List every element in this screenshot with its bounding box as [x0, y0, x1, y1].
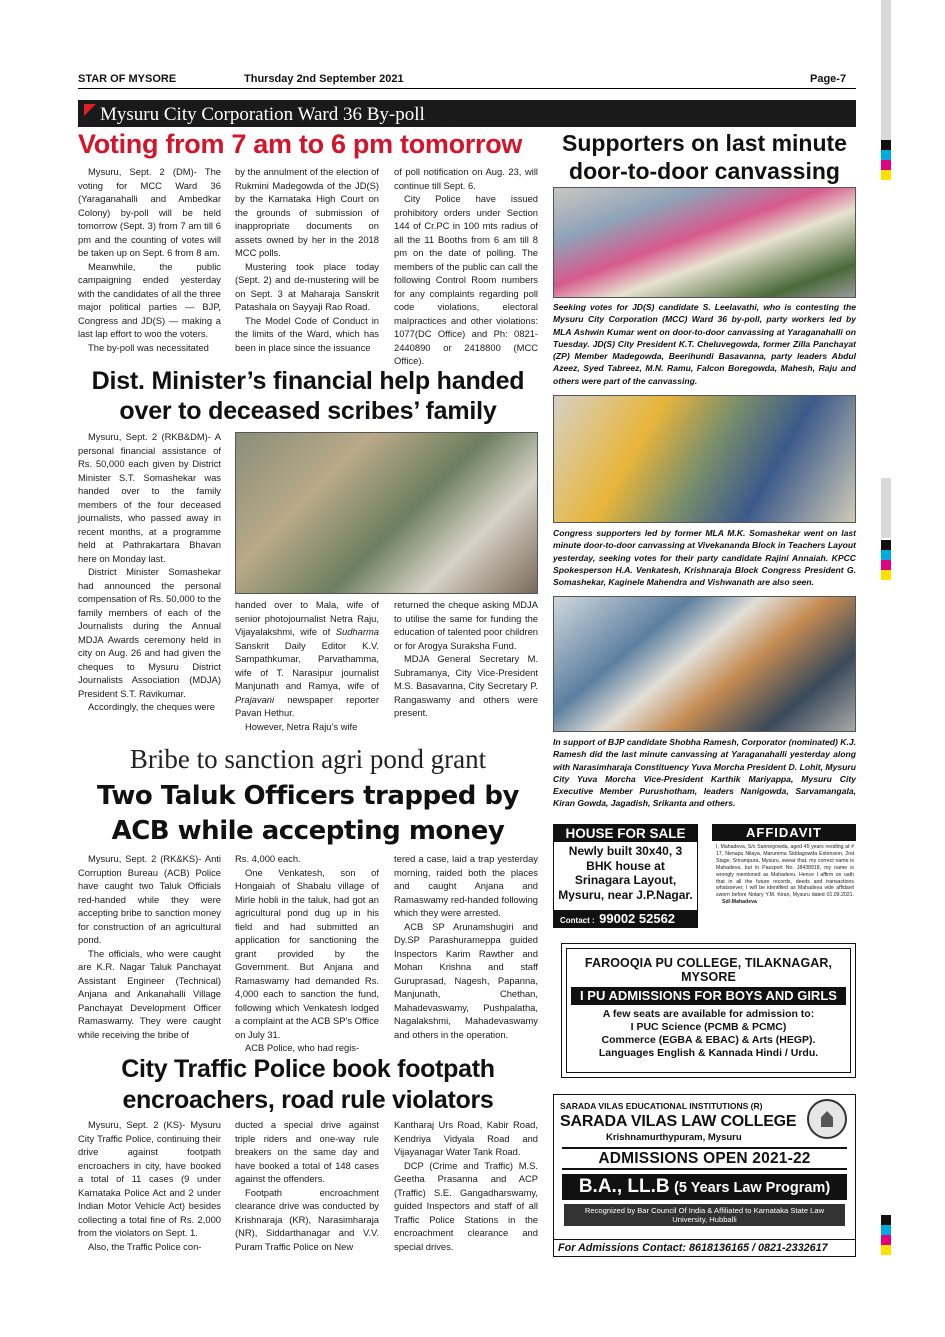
- ad-house-body: Newly built 30x40, 3 BHK house at Srinagara Layout, Mysuru, near J.P.Nagar.: [558, 844, 693, 902]
- ad-house-for-sale: [553, 824, 698, 928]
- story2-col1-p2: District Minister Somashekar had announced the personal compensation of Rs. 50,000 to the family members of each of the Journalists during the Annual MDJA Awards ceremony held in city on Aug. 26 and had given the cheques to Mysuru District Journalists Association (MDJA) President S.T. Ravikumar.: [78, 566, 221, 699]
- story3-kicker: Bribe to sanction agri pond grant: [129, 744, 487, 774]
- paper-name: Sudharma: [335, 626, 379, 637]
- masthead-paper: STAR OF MYSORE: [78, 73, 177, 85]
- story1-col3: [394, 165, 538, 368]
- ad-house-contact-label: Contact :: [560, 916, 595, 925]
- ad-farooqia-title: FAROOQIA PU COLLEGE, TILAKNAGAR, MYSORE: [584, 956, 833, 984]
- registration-gray-bar: [881, 0, 891, 140]
- story2-col1-p3: Accordingly, the cheques were: [88, 701, 215, 712]
- story2-photo: [235, 432, 538, 594]
- ad-affidavit-body: I, Mahadeva, S/o Sannegowda, aged 45 years residing at # 17, Nenapu Nilaya, Marumma Siddagowda Extension, 2nd Stage, Srirampura, Mysuru, swear that, my correct name is Mahadeva, but in Passport No. J8438918, my name is wrongly mentioned as Mahadevu. Hence I affirm on oath that in all the future records, deeds and transactions whatsoever, I will be identified as Mahadeva vide affidavit sworn before Notary Y.M. Kiran, Mysuru dated 01.09.2021. Sd/-Mahadeva: [716, 844, 854, 906]
- story2-col2-p1: handed over to Mala, wife of senior photojournalist Netra Raju, Vijayalakshmi, wife of Sudharma Sanskrit Daily Editor K.V. Sampathkumar, Parvathamma, wife of T. Narasipur journalist Manjunath and Ramya, wife of Prajavani newspaper reporter Pavan Hethur.: [235, 599, 379, 718]
- ad-affidavit-sign: Sd/-Mahadeva: [722, 899, 757, 906]
- story2-headline-line2: over to deceased scribes’ family: [119, 397, 497, 425]
- story2-col3-p1: returned the cheque asking MDJA to utilise the same for funding the education of talented poor children or for Arogya Suraksha Fund.: [394, 599, 538, 651]
- ad-house-contact-number: 99002 52562: [599, 911, 676, 926]
- story2-headline-line1: Dist. Minister’s financial help handed: [91, 367, 525, 395]
- story4-headline-line2: encroachers, road rule violators: [122, 1086, 494, 1114]
- story4-col3: [394, 1118, 538, 1253]
- story2-col1: [78, 430, 221, 714]
- masthead-page: Page-7: [810, 73, 847, 85]
- story4-col3-p2: DCP (Crime and Traffic) M.S. Geetha Prasanna and ACP (Traffic) S.E. Gangadharswamy, guided Inspectors and staff of all Traffic Police Stations in the encroachment clearance and special drives.: [394, 1159, 538, 1252]
- cmyk-color-bar: [881, 1215, 891, 1255]
- story4-col2-p2: Footpath encroachment clearance drive was conducted by Krishnaraja (KR), Narasimharaja (NR), Siddarthanagar and V.V. Puram Traffic Police on New: [235, 1186, 379, 1252]
- story4-col1-p2: Also, the Traffic Police con-: [88, 1240, 202, 1252]
- story3-col1-p2: The officials, who were caught are K.R. Nagar Taluk Panchayat Assistant Engineer (Technical) Anjana and Ankanahalli Village Panchayat Development Officer Ramaswamy. They were caught while receiving the bribe of: [78, 947, 221, 1040]
- ad-farooqia-line4: Languages English & Kannada Hindi / Urdu.: [598, 1047, 819, 1059]
- caption-congress: Congress supporters led by former MLA M.K. Somashekar went on last minute door-to-door canvassing at Vivekananda Block in Teachers Layout yesterday, seeking votes for their party candidate Rajini Annaiah. KPCC Spokesperson H.A. Venkatesh, Krishnaraja Block Congress President G. Somashekar, Kaginele Mahendra and Vishwanath are also seen.: [553, 528, 856, 588]
- ad-sarada-course: [562, 1174, 847, 1200]
- caption-bjp: In support of BJP candidate Shobha Ramesh, Corporator (nominated) K.J. Ramesh did the last minute canvassing at Yaraganahalli yesterday along with Narasimharaja Constituency Yuva Morcha President D. Lohit, Mysuru City Yuva Morcha Vice-President Karthik Mariyappa, Mysuru City Executive Member Purushotham, leaders Nanigowda, Sarvamangala, Kiran Gowda, Jagadish, Srikanta and others.: [553, 737, 856, 809]
- story2-col2-p2: However, Netra Raju’s wife: [245, 720, 358, 732]
- story1-col2-p3: The Model Code of Conduct in the limits of the Ward, which has been in place since the issuance: [235, 314, 379, 353]
- paper-name: Prajavani: [235, 693, 275, 705]
- story2-col3: [394, 598, 538, 720]
- caption-jds: Seeking votes for JD(S) candidate S. Leelavathi, who is contesting the Mysuru City Corporation (MCC) Ward 36 by-poll, party workers led by MLA Ashwin Kumar went on door-to-door canvassing at Yaraganahalli on Tuesday. JD(S) City President K.T. Cheluvegowda, former Zilla Panchayat (ZP) Member Madegowda, Beerihundi Basavanna, party leaders Abdul Azeez, Syed Tabreez, M.N. Ramu, Falcon Boregowda, Mahesh, Raju and others were part of the canvassing.: [553, 302, 856, 386]
- ad-affidavit-title: AFFIDAVIT: [712, 824, 856, 841]
- story3-col3-p2: ACB SP Arunamshugiri and Dy.SP Parashurameppa guided Inspectors Karim Rawther and Mohan Krishna and staff Guruprasad, Nagesh, Papanna, Manjunath, Chethan, Mahadevaswamy, Pushpalatha, Nagalakshmi, Mahadevaswamy and others in the operation.: [394, 920, 538, 1040]
- ad-sarada-institution: SARADA VILAS EDUCATIONAL INSTITUTIONS (R): [560, 1101, 763, 1111]
- cmyk-color-bar: [881, 140, 891, 180]
- story2-headline: [78, 366, 538, 426]
- ad-sarada-vilas: [553, 1094, 856, 1257]
- ad-farooqia-line1: A few seats are available for admission to:: [602, 1008, 815, 1020]
- story1-col1-p1: Mysuru, Sept. 2 (DM)- The voting for MCC Ward 36 (Yaraganahalli and Ambedkar Colony) by-poll will be held tomorrow (Sept. 3) from 7 am till 6 pm and the counting of votes will be taken up on Sept. 6 from 8 am.: [78, 166, 221, 258]
- banner-flag-icon: [84, 104, 96, 116]
- masthead-rule: [78, 88, 856, 89]
- college-emblem-icon: [807, 1099, 847, 1139]
- story3-col2-p2: One Venkatesh, son of Hongaiah of Shabalu village of Mirle hobli in the taluk, had got an agricultural pond dug up in his field and had submitted an application for sanctioning the grant provided by the Government. But Anjana and Ramaswamy had demanded Rs. 4,000 each to sanction the fund, following which Venkatesh lodged a complaint at the ACB SP’s Office on July 31.: [235, 866, 379, 1040]
- story3-headline-line1: Two Taluk Officers trapped by: [97, 781, 519, 811]
- story4-headline-line1: City Traffic Police book footpath: [121, 1055, 495, 1083]
- story3-headline-line2: ACB while accepting money: [111, 816, 505, 846]
- story4-col2-p1: ducted a special drive against triple riders and one-way rule breakers on the same day and have booked a total of 148 cases against the offenders.: [235, 1119, 379, 1184]
- story3-col2-p1: Rs. 4,000 each.: [235, 853, 301, 864]
- story1-col2-p1: by the annulment of the election of Rukmini Madegowda of the JD(S) by the Karnataka High Court on the grounds of submission of inappropriate documents on assets owned by her in the 2018 MCC polls.: [235, 166, 379, 258]
- ad-house-contact: [554, 910, 697, 927]
- ad-affidavit: [712, 824, 856, 928]
- story2-col1-p1: Mysuru, Sept. 2 (RKB&DM)- A personal financial assistance of Rs. 50,000 each given by District Minister S.T. Somashekar was handed over to the family members of the four deceased journalists, who passed away in recent months, at a programme held at Pathrakartara Bhavan here on Monday last.: [78, 431, 221, 564]
- story4-headline: [78, 1054, 538, 1116]
- cmyk-color-bar: [881, 540, 891, 580]
- section-banner-title: Mysuru City Corporation Ward 36 By-poll: [100, 104, 425, 125]
- photo-congress-canvassing: [553, 395, 856, 523]
- story4-col2: [235, 1118, 379, 1253]
- story3-col3-p1: tered a case, laid a trap yesterday morning, raided both the places and caught Anjana and Ramaswamy red-handed following which they were arrested.: [394, 853, 538, 918]
- ad-sarada-course-detail: (5 Years Law Program): [674, 1180, 831, 1196]
- ad-sarada-admissions: ADMISSIONS OPEN 2021-22: [562, 1147, 847, 1170]
- ad-sarada-location: Krishnamurthypuram, Mysuru: [606, 1132, 742, 1143]
- ad-sarada-college: SARADA VILAS LAW COLLEGE: [560, 1113, 797, 1130]
- story4-col1: [78, 1118, 221, 1253]
- story1-col1: [78, 165, 221, 354]
- right-headline: [553, 129, 856, 185]
- story4-col1-p1: Mysuru, Sept. 2 (KS)- Mysuru City Traffic Police, continuing their drive against footpath encroachers in city, have booked a total of 11 cases (9 under Karnataka Police Act and 2 under Indian Motor Vehicle Act) besides collecting a total fine of Rs. 2,000 from the violators on Sept. 1.: [78, 1119, 221, 1238]
- story1-headline: Voting from 7 am to 6 pm tomorrow: [78, 129, 523, 159]
- ad-sarada-contact: For Admissions Contact: 8618136165 / 0821-2332617: [554, 1239, 855, 1256]
- story3-col2: [235, 852, 379, 1055]
- story1-col2: [235, 165, 379, 354]
- story1-col1-p3: The by-poll was necessitated: [88, 341, 209, 353]
- ad-farooqia-line2: I PUC Science (PCMB & PCMC): [630, 1021, 787, 1033]
- ad-sarada-course-name: B.A., LL.B: [578, 1176, 670, 1197]
- ad-sarada-recognition: Recognized by Bar Council Of India & Affiliated to Karnataka State Law University, Hubballi: [564, 1204, 845, 1226]
- photo-jds-canvassing: [553, 187, 856, 298]
- story1-col3-p2: City Police have issued prohibitory orders under Section 144 of Cr.PC in 100 mts radius of all the 11 Booths from 6 am till 8 pm on the date of polling. The members of the public can call the following Control Room numbers for any complaints regarding poll code violations, electoral malpractices and other violations: 1077(DC Office) and Ph: 0821-2440890 or 2418800 (MCC Office).: [394, 193, 538, 366]
- story3-col1-p1: Mysuru, Sept. 2 (RK&KS)- Anti Corruption Bureau (ACB) Police have caught two Taluk Officials red-handed while they were accepting bribe to sanction money for construction of an agricultural pond.: [78, 853, 221, 945]
- ad-house-title: HOUSE FOR SALE: [554, 825, 697, 842]
- right-headline-line1: Supporters on last minute: [562, 130, 847, 156]
- story2-col2: [235, 598, 379, 733]
- story3-col2-p3: ACB Police, who had regis-: [245, 1042, 360, 1053]
- section-banner: [78, 100, 856, 127]
- story3-col3: [394, 852, 538, 1041]
- ad-farooqia-line3: Commerce (EGBA & EBAC) & Arts (HEGP).: [601, 1034, 816, 1046]
- story1-col3-p1: of poll notification on Aug. 23, will continue till Sept. 6.: [394, 166, 538, 191]
- ad-farooqia-banner: I PU ADMISSIONS FOR BOYS AND GIRLS: [571, 987, 846, 1005]
- story4-col3-p1: Kantharaj Urs Road, Kabir Road, Kendriya Vidyala Road and Vijayanagar Water Tank Road.: [394, 1119, 538, 1157]
- right-headline-line2: door-to-door canvassing: [569, 158, 840, 184]
- story3-headline: [78, 779, 538, 849]
- ad-farooqia: [561, 943, 856, 1078]
- photo-bjp-canvassing: [553, 596, 856, 732]
- story1-col1-p2: Meanwhile, the public campaigning ended yesterday with the candidates of all the three major political parties — BJP, Congress and JD(S) — making a last lap effort to woo the voters.: [78, 260, 221, 339]
- story1-col2-p2: Mustering took place today (Sept. 2) and de-mustering will be on Sept. 3 at Maharaja Sanskrit Patashala on Sayyaji Rao Road.: [235, 260, 379, 312]
- registration-gray-bar: [881, 478, 891, 538]
- story2-col3-p2: MDJA General Secretary M. Subramanya, City Vice-President M.S. Basavanna, City Secretary P. Rangaswamy and others were present.: [394, 653, 538, 718]
- story3-col1: [78, 852, 221, 1041]
- masthead-date: Thursday 2nd September 2021: [244, 73, 404, 85]
